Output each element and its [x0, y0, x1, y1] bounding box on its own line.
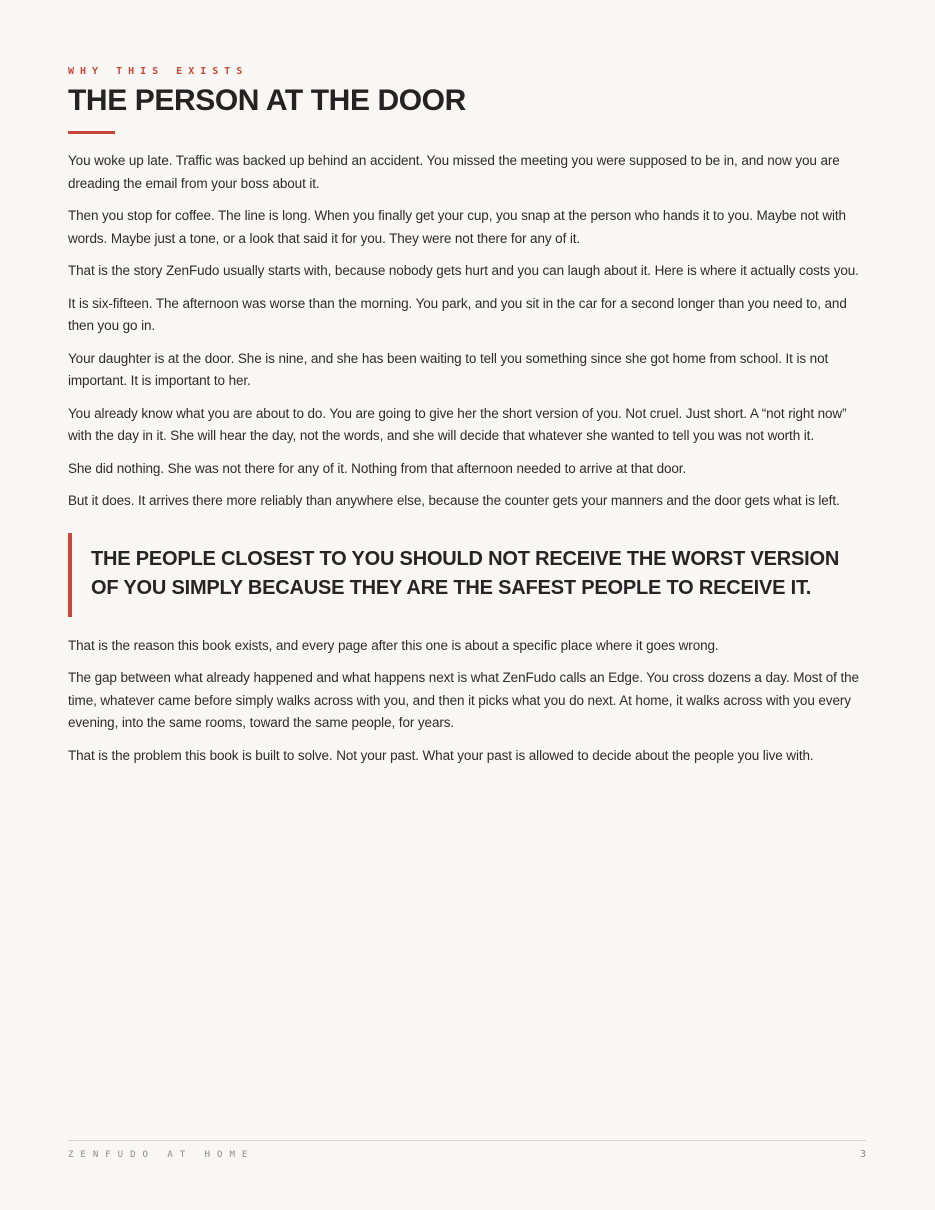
paragraph: She did nothing. She was not there for any of it. Nothing from that afternoon needed to arrive at that door. — [68, 460, 687, 476]
paragraph: That is the problem this book is built to solve. Not your past. What your past is allowed to decide about the people you live with. — [68, 747, 814, 763]
paragraph: Your daughter is at the door. She is nine, and she has been waiting to tell you something since she got home from school. It is not important. It is important to her. — [68, 350, 829, 388]
paragraph: That is the story ZenFudo usually starts with, because nobody gets hurt and you can laugh about it. Here is where it actually costs you. — [68, 263, 859, 278]
page — [68, 0, 866, 1210]
paragraph: But it does. It arrives there more reliably than anywhere else, because the counter gets your manners and the door gets what is left. — [68, 493, 840, 508]
title-underline — [68, 131, 115, 134]
paragraph: You already know what you are about to do. You are going to give her the short version of you. Not cruel. Just short. A “not right now” with the day in it. She will hear the day, not the words, and she will decide that whatever she wanted to tell you was not worth it. — [68, 405, 847, 443]
section-eyebrow: WHY THIS EXISTS — [68, 66, 249, 77]
pull-quote: THE PEOPLE CLOSEST TO YOU SHOULD NOT RECEIVE THE WORST VERSION OF YOU SIMPLY BECAUSE THEY ARE THE SAFEST PEOPLE TO RECEIVE IT. — [68, 533, 866, 617]
body-text — [68, 150, 866, 777]
footer-book-title: ZENFUDO AT HOME — [68, 1150, 255, 1160]
footer-divider — [68, 1140, 866, 1141]
page-number: 3 — [859, 1149, 866, 1160]
paragraph: That is the reason this book exists, and every page after this one is about a specific place where it goes wrong. — [68, 637, 719, 653]
page-title: THE PERSON AT THE DOOR — [68, 84, 466, 117]
paragraph: It is six-fifteen. The afternoon was worse than the morning. You park, and you sit in the car for a second longer than you need to, and then you go in. — [68, 295, 847, 333]
paragraph: You woke up late. Traffic was backed up behind an accident. You missed the meeting you were supposed to be in, and now you are dreading the email from your boss about it. — [68, 153, 840, 191]
paragraph: Then you stop for coffee. The line is long. When you finally get your cup, you snap at the person who hands it to you. Maybe not with words. Maybe just a tone, or a look that said it for you. They were not there for any of it. — [68, 208, 846, 246]
paragraph: The gap between what already happened and what happens next is what ZenFudo calls an Edge. You cross dozens a day. Most of the time, whatever came before simply walks across with you, and then it picks what you do next. At home, it walks across with you every evening, into the same rooms, toward the same people, for years. — [68, 670, 859, 730]
